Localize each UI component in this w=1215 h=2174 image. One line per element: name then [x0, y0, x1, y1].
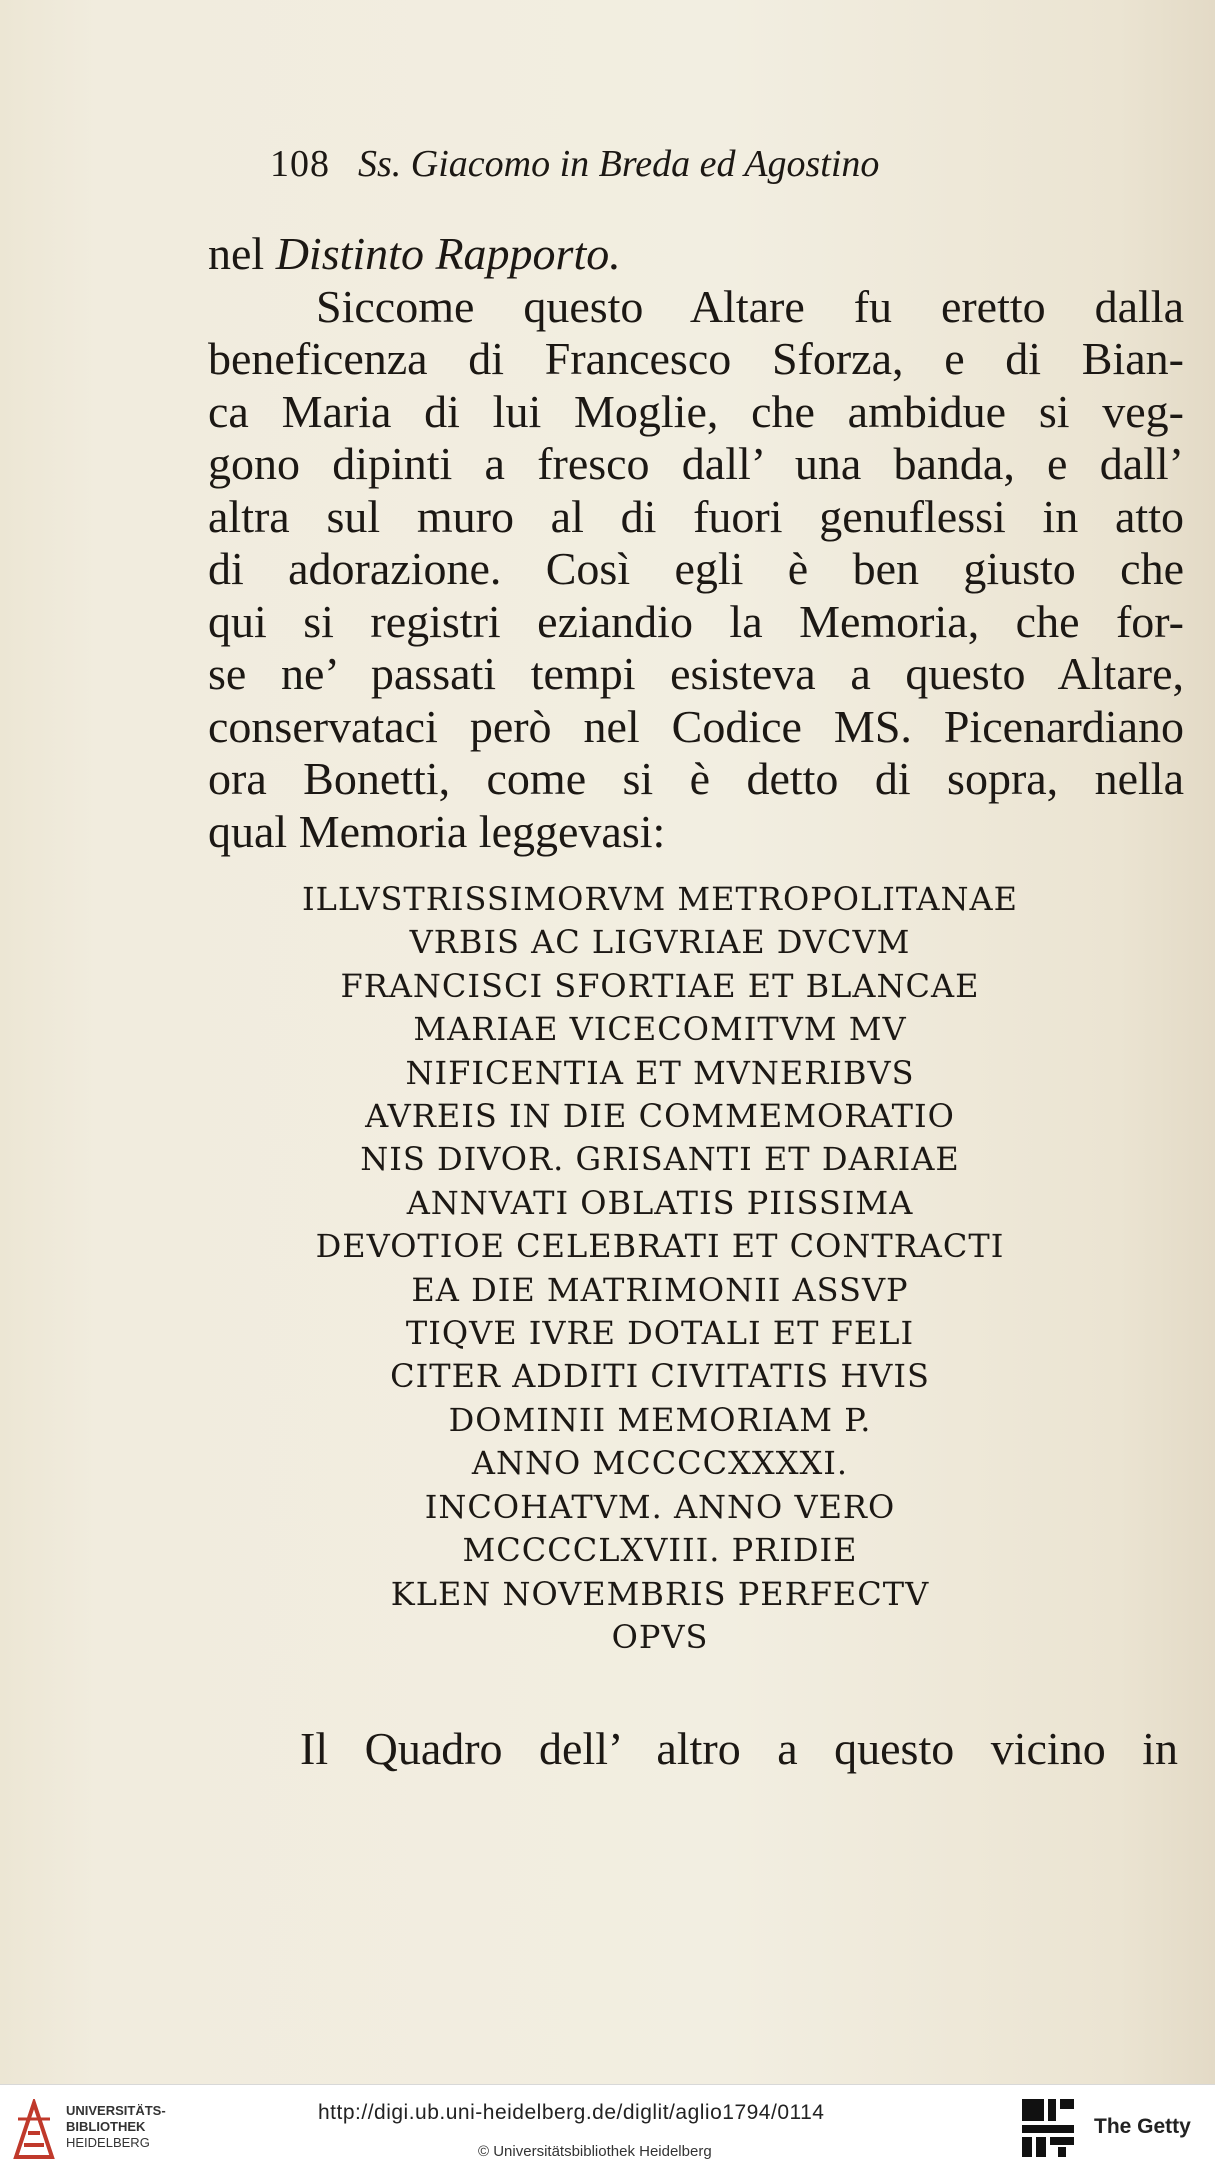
body-line: qual Memoria leggevasi:	[208, 805, 666, 857]
body-line: ora Bonetti, come si è detto di sopra, nella	[208, 753, 1184, 804]
permalink-url[interactable]: http://digi.ub.uni-heidelberg.de/diglit/aglio1794/0114	[318, 2101, 825, 2124]
library-logo-text: UNIVERSITÄTS- BIBLIOTHEK HEIDELBERG	[66, 2103, 166, 2150]
inscription-line: FRANCISCI SFORTIAE ET BLANCAE	[340, 966, 980, 1005]
body-line: ca Maria di lui Moglie, che ambidue si veg-	[208, 385, 1184, 437]
inscription-line: ANNVATI OBLATIS PIISSIMA	[406, 1183, 914, 1222]
getty-label: The Getty	[1094, 2115, 1191, 2138]
inscription-line: KLEN NOVEMBRIS PERFECTV	[390, 1574, 930, 1613]
latin-inscription	[260, 878, 1060, 1659]
body-line: Siccome questo Altare fu eretto dalla	[316, 280, 1184, 332]
viewer-footer	[0, 2084, 1215, 2174]
inscription-line: ILLVSTRISSIMORVM METROPOLITANAE	[302, 880, 1018, 918]
inscription-line: NIFICENTIA ET MVNERIBVS	[405, 1053, 915, 1092]
running-head	[270, 142, 1030, 186]
inscription-line: OPVS	[611, 1617, 709, 1656]
closing-line: Il Quadro dell’ altro a questo vicino in	[300, 1723, 1178, 1774]
inscription-line: NIS DIVOR. GRISANTI ET DARIAE	[360, 1140, 960, 1179]
getty-logo-icon	[1022, 2099, 1074, 2157]
body-paragraph	[208, 228, 1184, 858]
copyright-notice: © Universitätsbibliothek Heidelberg	[478, 2143, 712, 2160]
inscription-line: MCCCCLXVIII. PRIDIE	[462, 1531, 858, 1570]
body-line: beneficenza di Francesco Sforza, e di Bian-	[208, 333, 1184, 384]
inscription-line: AVREIS IN DIE COMMEMORATIO	[365, 1097, 955, 1136]
body-line: se ne’ passati tempi esisteva a questo Altare,	[208, 648, 1184, 699]
body-line: altra sul muro al di fuori genuflessi in atto	[208, 490, 1184, 542]
inscription-line: ANNO MCCCCXXXXI.	[471, 1444, 849, 1483]
inscription-line: TIQVE IVRE DOTALI ET FELI	[405, 1314, 915, 1353]
inscription-line: EA DIE MATRIMONII ASSVP	[411, 1270, 909, 1309]
body-line: di adorazione. Così egli è ben giusto che	[208, 543, 1184, 594]
page-number: 108	[270, 143, 330, 185]
inscription-line: DEVOTIOE CELEBRATI ET CONTRACTI	[315, 1227, 1005, 1266]
inscription-line: INCOHATVM. ANNO VERO	[424, 1487, 896, 1526]
body-line: qui si registri eziandio la Memoria, che for-	[208, 595, 1184, 647]
body-line: gono dipinti a fresco dall’ una banda, e dall’	[208, 438, 1184, 489]
inscription-line: MARIAE VICECOMITVM MV	[413, 1010, 907, 1049]
inscription-line: CITER ADDITI CIVITATIS HVIS	[390, 1357, 930, 1396]
university-library-logo-icon	[12, 2099, 56, 2161]
italic-reference: Distinto Rapporto.	[275, 228, 621, 279]
body-line: conservataci però nel Codice MS. Picenardiano	[208, 700, 1184, 752]
body-line: nel Distinto Rapporto.	[208, 228, 621, 279]
inscription-line: DOMINII MEMORIAM P.	[448, 1400, 872, 1439]
running-title: Ss. Giacomo in Breda ed Agostino	[358, 143, 880, 185]
inscription-line: VRBIS AC LIGVRIAE DVCVM	[409, 923, 911, 962]
